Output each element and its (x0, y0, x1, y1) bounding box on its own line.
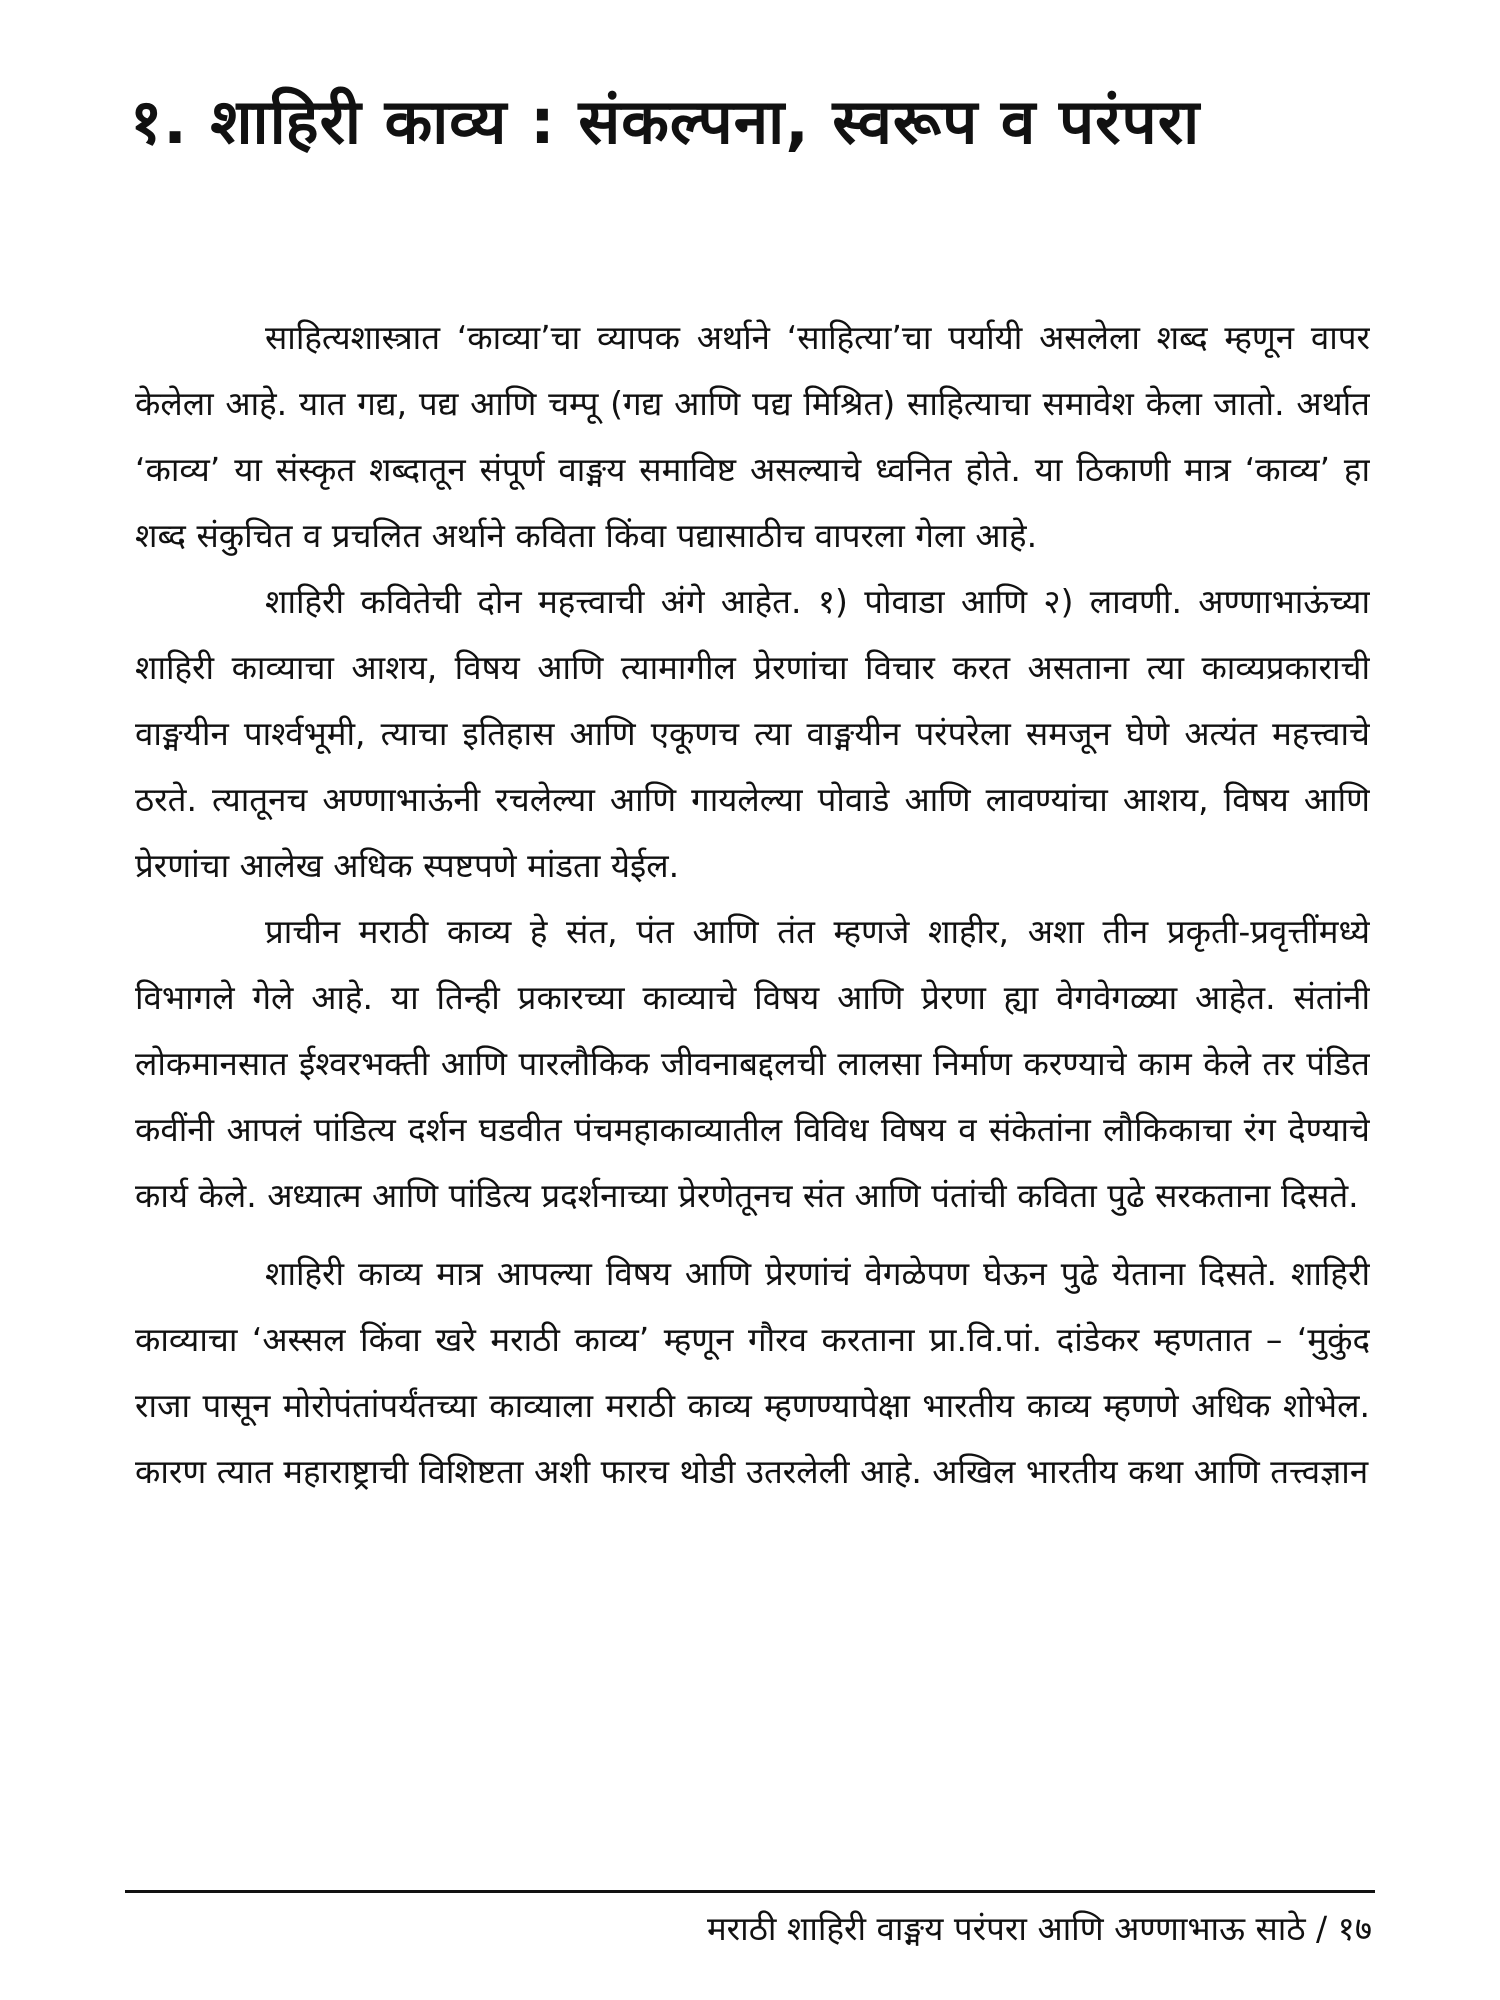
body-text (135, 305, 1370, 1915)
footer-divider (125, 1890, 1375, 1893)
running-footer (707, 1907, 1372, 1951)
paragraph-1: साहित्यशास्त्रात ‘काव्या’चा व्यापक अर्थाने ‘साहित्या’चा पर्यायी असलेला शब्द म्हणून वापर केलेला आहे. यात गद्य, पद्य आणि चम्पू (गद्य आणि पद्य मिश्रित) साहित्याचा समावेश केला जातो. अर्थात ‘काव्य’ या संस्कृत शब्दातून संपूर्ण वाङ्मय समाविष्ट असल्याचे ध्वनित होते. या ठिकाणी मात्र ‘काव्य’ हा शब्द संकुचित व प्रचलित अर्थाने कविता किंवा पद्यासाठीच वापरला गेला आहे. (135, 318, 1370, 555)
page-number: १७ (1337, 1909, 1372, 1948)
footer-separator: / (1316, 1909, 1328, 1948)
paragraph-3: प्राचीन मराठी काव्य हे संत, पंत आणि तंत म्हणजे शाहीर, अशा तीन प्रकृती-प्रवृत्तींमध्ये विभागले गेले आहे. या तिन्ही प्रकारच्या काव्याचे विषय आणि प्रेरणा ह्या वेगवेगळ्या आहेत. संतांनी लोकमानसात ईश्वरभक्ती आणि पारलौकिक जीवनाबद्दलची लालसा निर्माण करण्याचे काम केले तर पंडित कवींनी आपलं पांडित्य दर्शन घडवीत पंचमहाकाव्यातील विविध विषय व संकेतांना लौकिकाचा रंग देण्याचे कार्य केले. अध्यात्म आणि पांडित्य प्रदर्शनाच्या प्रेरणेतूनच संत आणि पंतांची कविता पुढे सरकताना दिसते. (135, 912, 1370, 1215)
paragraph-2: शाहिरी कवितेची दोन महत्त्वाची अंगे आहेत. १) पोवाडा आणि २) लावणी. अण्णाभाऊंच्या शाहिरी काव्याचा आशय, विषय आणि त्यामागील प्रेरणांचा विचार करत असताना त्या काव्यप्रकाराची वाङ्मयीन पार्श्वभूमी, त्याचा इतिहास आणि एकूणच त्या वाङ्मयीन परंपरेला समजून घेणे अत्यंत महत्त्वाचे ठरते. त्यातूनच अण्णाभाऊंनी रचलेल्या आणि गायलेल्या पोवाडे आणि लावण्यांचा आशय, विषय आणि प्रेरणांचा आलेख अधिक स्पष्टपणे मांडता येईल. (135, 582, 1370, 885)
chapter-title: १. शाहिरी काव्य : संकल्पना, स्वरूप व परंपरा (130, 85, 1201, 158)
paragraph-4: शाहिरी काव्य मात्र आपल्या विषय आणि प्रेरणांचं वेगळेपण घेऊन पुढे येताना दिसते. शाहिरी काव्याचा ‘अस्सल किंवा खरे मराठी काव्य’ म्हणून गौरव करताना प्रा.वि.पां. दांडेकर म्हणतात – ‘मुकुंद राजा पासून मोरोपंतांपर्यंतच्या काव्याला मराठी काव्य म्हणण्यापेक्षा भारतीय काव्य म्हणणे अधिक शोभेल. कारण त्यात महाराष्ट्राची विशिष्टता अशी फारच थोडी उतरलेली आहे. अखिल भारतीय कथा आणि तत्त्वज्ञान (135, 1254, 1370, 1491)
footer-book-title: मराठी शाहिरी वाङ्मय परंपरा आणि अण्णाभाऊ साठे (706, 1909, 1306, 1948)
